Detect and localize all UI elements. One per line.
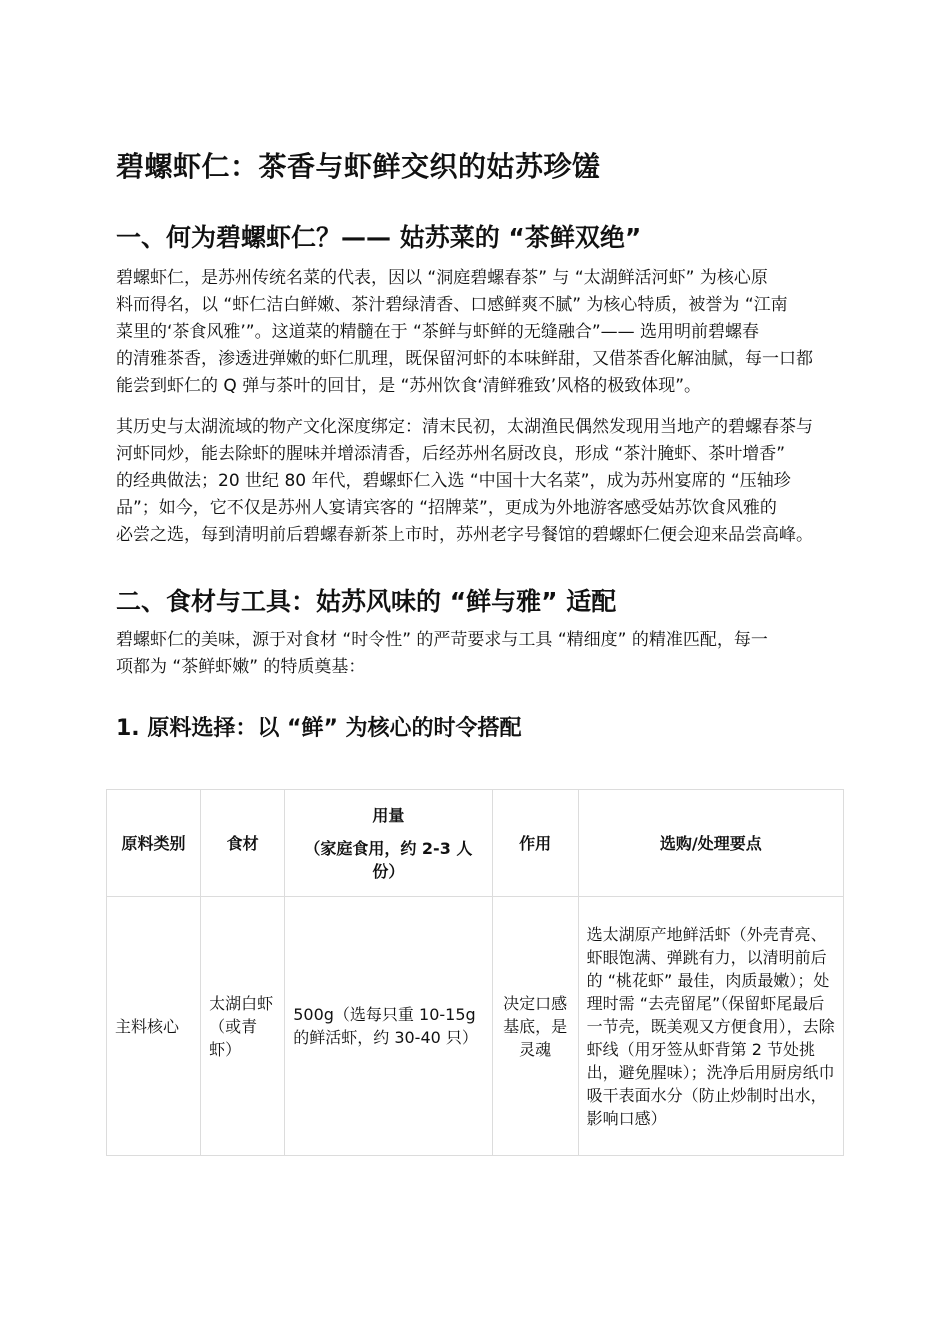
text-line: 其历史与太湖流域的物产文化深度绑定：清末民初，太湖渔民偶然发现用当地产的碧螺春茶与	[116, 417, 813, 437]
cell-category: 主料核心	[107, 897, 201, 1156]
section-1-heading: 一、何为碧螺虾仁？—— 姑苏菜的 “茶鲜双绝”	[116, 223, 642, 252]
ingredients-table	[106, 789, 844, 1156]
header-ingredient: 食材	[201, 790, 285, 897]
text-line: 料而得名，以 “虾仁洁白鲜嫩、茶汁碧绿清香、口感鲜爽不腻” 为核心特质，被誉为 “江南	[116, 295, 788, 315]
text-line: 菜里的‘茶食风雅’”。这道菜的精髓在于 “茶鲜与虾鲜的无缝融合”—— 选用明前碧螺春	[116, 322, 760, 342]
cell-function: 决定口感基底，是灵魂	[492, 897, 578, 1156]
section-1-paragraph-1	[116, 265, 838, 400]
table-header-row	[107, 790, 844, 897]
section-2-paragraph	[116, 627, 838, 681]
header-tips: 选购/处理要点	[578, 790, 843, 897]
text-line: 河虾同炒，能去除虾的腥味并增添清香，后经苏州名厨改良，形成 “茶汁腌虾、茶叶增香”	[116, 444, 786, 464]
page-title: 碧螺虾仁：茶香与虾鲜交织的姑苏珍馐	[116, 150, 601, 183]
header-category: 原料类别	[107, 790, 201, 897]
cell-amount: 500g（选每只重 10-15g 的鲜活虾，约 30-40 只）	[285, 897, 492, 1156]
text-line: 能尝到虾仁的 Q 弹与茶叶的回甘，是 “苏州饮食‘清鲜雅致’风格的极致体现”。	[116, 376, 702, 396]
text-line: 品”；如今，它不仅是苏州人宴请宾客的 “招牌菜”，更成为外地游客感受姑苏饮食风雅的	[116, 498, 777, 518]
header-function: 作用	[492, 790, 578, 897]
table-row	[107, 897, 844, 1156]
text-line: 的清雅茶香，渗透进弹嫩的虾仁肌理，既保留河虾的本味鲜甜，又借茶香化解油腻，每一口都	[116, 349, 813, 369]
text-line: 的经典做法；20 世纪 80 年代，碧螺虾仁入选 “中国十大名菜”，成为苏州宴席的 “压轴珍	[116, 471, 791, 491]
header-amount-line-1: 用量	[372, 805, 405, 825]
text-line: 碧螺虾仁，是苏州传统名菜的代表，因以 “洞庭碧螺春茶” 与 “太湖鲜活河虾” 为核心原	[116, 268, 768, 288]
subsection-heading: 1. 原料选择：以 “鲜” 为核心的时令搭配	[116, 716, 522, 741]
text-line: 项都为 “茶鲜虾嫩” 的特质奠基：	[116, 657, 366, 677]
header-amount-line-2: （家庭食用，约 2-3 人份）	[304, 838, 473, 881]
cell-tips: 选太湖原产地鲜活虾（外壳青亮、虾眼饱满、弹跳有力，以清明前后的 “桃花虾” 最佳，肉质最嫩）；处理时需 “去壳留尾”（保留虾尾最后一节壳，既美观又方便食用），去除虾线（用牙签从虾背第 2 节处挑出，避免腥味）；洗净后用厨房纸巾吸干表面水分（防止炒制时出水，影响口感）	[578, 897, 843, 1156]
cell-ingredient: 太湖白虾（或青虾）	[201, 897, 285, 1156]
header-amount	[285, 790, 492, 897]
section-1-paragraph-2	[116, 414, 838, 549]
text-line: 碧螺虾仁的美味，源于对食材 “时令性” 的严苛要求与工具 “精细度” 的精准匹配，每一	[116, 630, 768, 650]
section-2-heading: 二、食材与工具：姑苏风味的 “鲜与雅” 适配	[116, 587, 617, 616]
text-line: 必尝之选，每到清明前后碧螺春新茶上市时，苏州老字号餐馆的碧螺虾仁便会迎来品尝高峰。	[116, 525, 813, 545]
